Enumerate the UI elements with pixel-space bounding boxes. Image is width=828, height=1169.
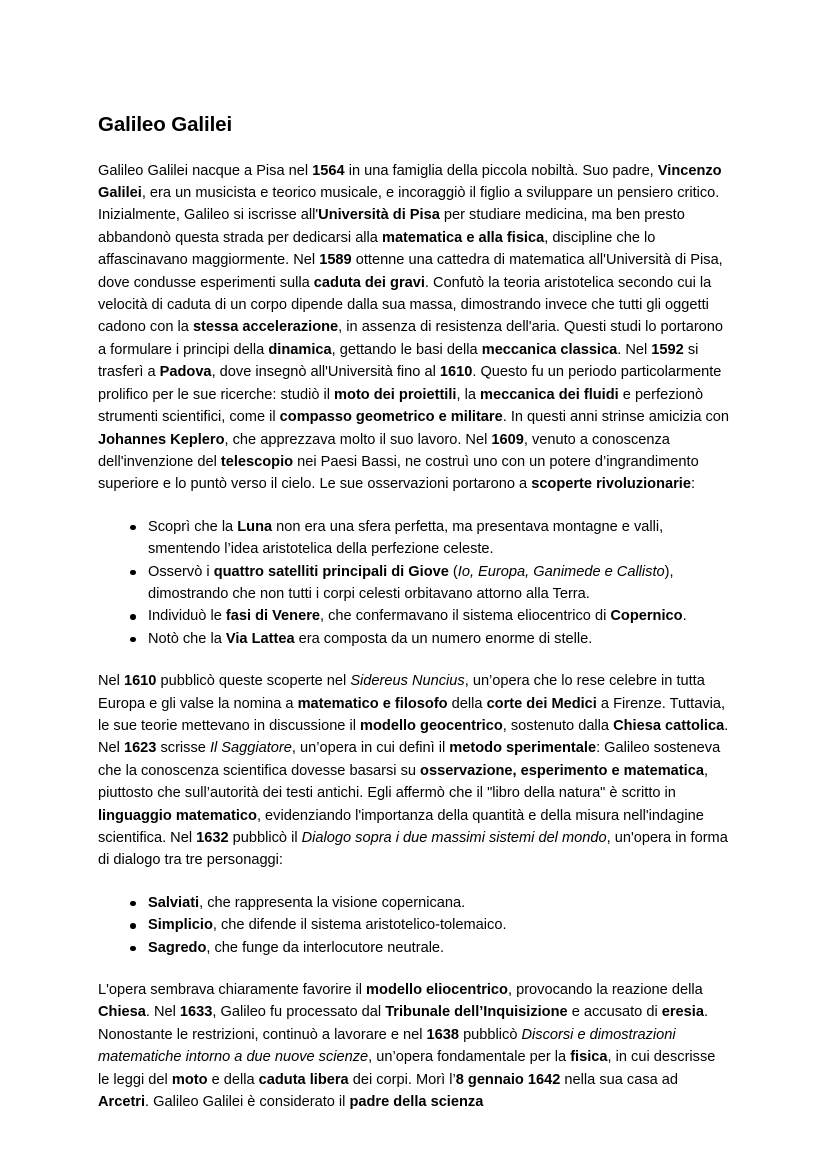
bold-text-run: eresia: [661, 1004, 704, 1021]
bold-text-run: Chiesa: [98, 1004, 146, 1021]
bold-text-run: 1610: [439, 364, 473, 381]
bold-text-run: Arcetri: [98, 1094, 146, 1111]
italic-text-run: Sidereus Nuncius: [350, 673, 465, 690]
bold-text-run: modello eliocentrico: [366, 982, 508, 999]
bold-text-run: compasso geometrico e militare: [279, 409, 503, 426]
bold-text-run: fisica: [570, 1049, 608, 1066]
bold-text-run: 1609: [491, 431, 524, 448]
list-item-salviati: Salviati, che rappresenta la visione copernicana.: [98, 892, 730, 914]
bold-text-run: quattro satelliti principali di Giove: [213, 563, 449, 580]
bold-text-run: 1564: [312, 162, 345, 179]
bold-text-run: caduta libera: [258, 1071, 349, 1088]
bold-text-run: matematica e alla fisica: [381, 229, 545, 246]
bold-text-run: metodo sperimentale: [449, 740, 597, 757]
bold-text-run: Vincenzo Galilei: [98, 162, 722, 202]
bold-text-run: Sagredo: [148, 939, 207, 956]
bold-text-run: dinamica: [268, 341, 332, 358]
bold-text-run: Chiesa cattolica: [613, 717, 725, 734]
list-item-simplicio: Simplicio, che difende il sistema aristotelico-tolemaico.: [98, 914, 730, 936]
paragraph-inquisition-legacy: L'opera sembrava chiaramente favorire il modello eliocentrico, provocando la reazione della Chiesa. Nel 1633, Galileo fu processato dal Tribunale dell’Inquisizione e accusato di eresia. Nonostante le restrizioni, continuò a lavorare e nel 1638 pubblicò Discorsi e dimostrazioni matematiche intorno a due nuove scienze, un’opera fondamentale per la fisica, in cui descrisse le leggi del moto e della caduta libera dei corpi. Morì l’8 gennaio 1642 nella sua casa ad Arcetri. Galileo Galilei è considerato il padre della scienza: [98, 982, 716, 1111]
bold-text-run: stessa accelerazione: [192, 319, 339, 336]
list-item-sagredo: Sagredo, che funge da interlocutore neutrale.: [98, 937, 730, 959]
bold-text-run: 1633: [179, 1004, 213, 1021]
bold-text-run: padre della scienza: [349, 1094, 484, 1111]
bold-text-run: Università di Pisa: [318, 207, 440, 224]
bold-text-run: caduta dei gravi: [313, 274, 425, 291]
document-heading: [98, 112, 730, 138]
list-dialogo-personaggi: [98, 892, 730, 959]
list-item-fasi-venere: Individuò le fasi di Venere, che confermavano il sistema eliocentrico di Copernico.: [98, 605, 730, 627]
list-telescope-discoveries: [98, 516, 730, 650]
bold-text-run: Luna: [237, 518, 273, 535]
bold-text-run: 1589: [319, 252, 352, 269]
bold-text-run: 1632: [196, 830, 229, 846]
bold-text-run: Via Lattea: [225, 630, 295, 647]
italic-text-run: Discorsi e dimostrazioni matematiche intorno a due nuove scienze: [98, 1026, 676, 1066]
bold-text-run: linguaggio matematico: [98, 807, 257, 824]
bold-text-run: 1638: [426, 1026, 460, 1043]
italic-text-run: Il Saggiatore: [209, 740, 292, 757]
bold-text-run: 1610: [123, 673, 157, 690]
bold-text-run: meccanica dei fluidi: [480, 386, 619, 403]
bold-text-run: moto dei proiettili: [334, 386, 457, 403]
bold-text-run: telescopio: [220, 453, 294, 470]
list-item-via-lattea: Notò che la Via Lattea era composta da un numero enorme di stelle.: [98, 628, 730, 650]
bold-text-run: Copernico: [610, 608, 683, 625]
bold-text-run: corte dei Medici: [486, 695, 597, 712]
bold-text-run: Simplicio: [148, 917, 213, 934]
bold-text-run: Padova: [159, 364, 212, 381]
bold-text-run: moto: [171, 1071, 208, 1088]
bold-text-run: fasi di Venere: [225, 608, 320, 625]
bold-text-run: Tribunale dell’Inquisizione: [385, 1004, 568, 1021]
list-item-satelliti-giove: Osservò i quattro satelliti principali di Giove (Io, Europa, Ganimede e Callisto), dimostrando che non tutti i corpi celesti orbitavano attorno alla Terra.: [98, 561, 730, 606]
document-body: [98, 112, 730, 1113]
list-item-luna: Scoprì che la Luna non era una sfera perfetta, ma presentava montagne e valli, smentendo l’idea aristotelica della perfezione celeste.: [98, 516, 730, 561]
bold-text-run: Johannes Keplero: [98, 431, 225, 448]
italic-text-run: Io, Europa, Ganimede e Callisto: [457, 563, 665, 580]
bold-text-run: Galileo Galilei: [98, 113, 233, 136]
bold-text-run: scoperte rivoluzionarie: [531, 476, 691, 493]
italic-text-run: Dialogo sopra i due massimi sistemi del mondo: [301, 830, 607, 846]
bold-text-run: 8 gennaio 1642: [455, 1071, 561, 1088]
bold-text-run: meccanica classica: [481, 341, 618, 358]
paragraph-biography-early-life: Galileo Galilei nacque a Pisa nel 1564 in una famiglia della piccola nobiltà. Suo padre, Vincenzo Galilei, era un musicista e teorico musicale, e incoraggiò il figlio a sviluppare un pensiero critico. Inizialmente, Galileo si iscrisse all'Università di Pisa per studiare medicina, ma ben presto abbandonò questa strada per dedicarsi alla matematica e alla fisica, discipline che lo affascinavano maggiormente. Nel 1589 ottenne una cattedra di matematica all'Università di Pisa, dove condusse esperimenti sulla caduta dei gravi. Confutò la teoria aristotelica secondo cui la velocità di caduta di un corpo dipende dalla sua massa, dimostrando invece che tutti gli oggetti cadono con la stessa accelerazione, in assenza di resistenza dell'aria. Questi studi lo portarono a formulare i principi della dinamica, gettando le basi della meccanica classica. Nel 1592 si trasferì a Padova, dove insegnò all'Università fino al 1610. Questo fu un periodo particolarmente prolifico per le sue ricerche: studiò il moto dei proiettili, la meccanica dei fluidi e perfezionò strumenti scientifici, come il compasso geometrico e militare. In questi anni strinse amicizia con Johannes Keplero, che apprezzava molto il suo lavoro. Nel 1609, venuto a conoscenza dell'invenzione del telescopio nei Paesi Bassi, ne costruì uno con un potere d’ingrandimento superiore e lo puntò verso il cielo. Le sue osservazioni portarono a scoperte rivoluzionarie:: [98, 162, 730, 493]
paragraph-publications-method: Nel 1610 pubblicò queste scoperte nel Sidereus Nuncius, un’opera che lo rese celebre in tutta Europa e gli valse la nomina a matematico e filosofo della corte dei Medici a Firenze. Tuttavia, le sue teorie mettevano in discussione il modello geocentrico, sostenuto dalla Chiesa cattolica. Nel 1623 scrisse Il Saggiatore, un’opera in cui definì il metodo sperimentale: Galileo sosteneva che la conoscenza scientifica dovesse basarsi su osservazione, esperimento e matematica, piuttosto che sull’autorità dei testi antichi. Egli affermò che il "libro della natura" è scritto in linguaggio matematico, evidenziando l'importanza della quantità e della misura nell'indagine scientifica. Nel 1632 pubblicò il Dialogo sopra i due massimi sistemi del mondo, un'opera in forma di dialogo tra tre personaggi:: [98, 673, 729, 869]
bold-text-run: modello geocentrico: [360, 717, 503, 734]
bold-text-run: 1623: [123, 740, 157, 757]
bold-text-run: Salviati: [148, 894, 200, 911]
bold-text-run: matematico e filosofo: [297, 695, 448, 712]
bold-text-run: 1592: [651, 341, 684, 358]
bold-text-run: osservazione, esperimento e matematica: [420, 762, 704, 779]
